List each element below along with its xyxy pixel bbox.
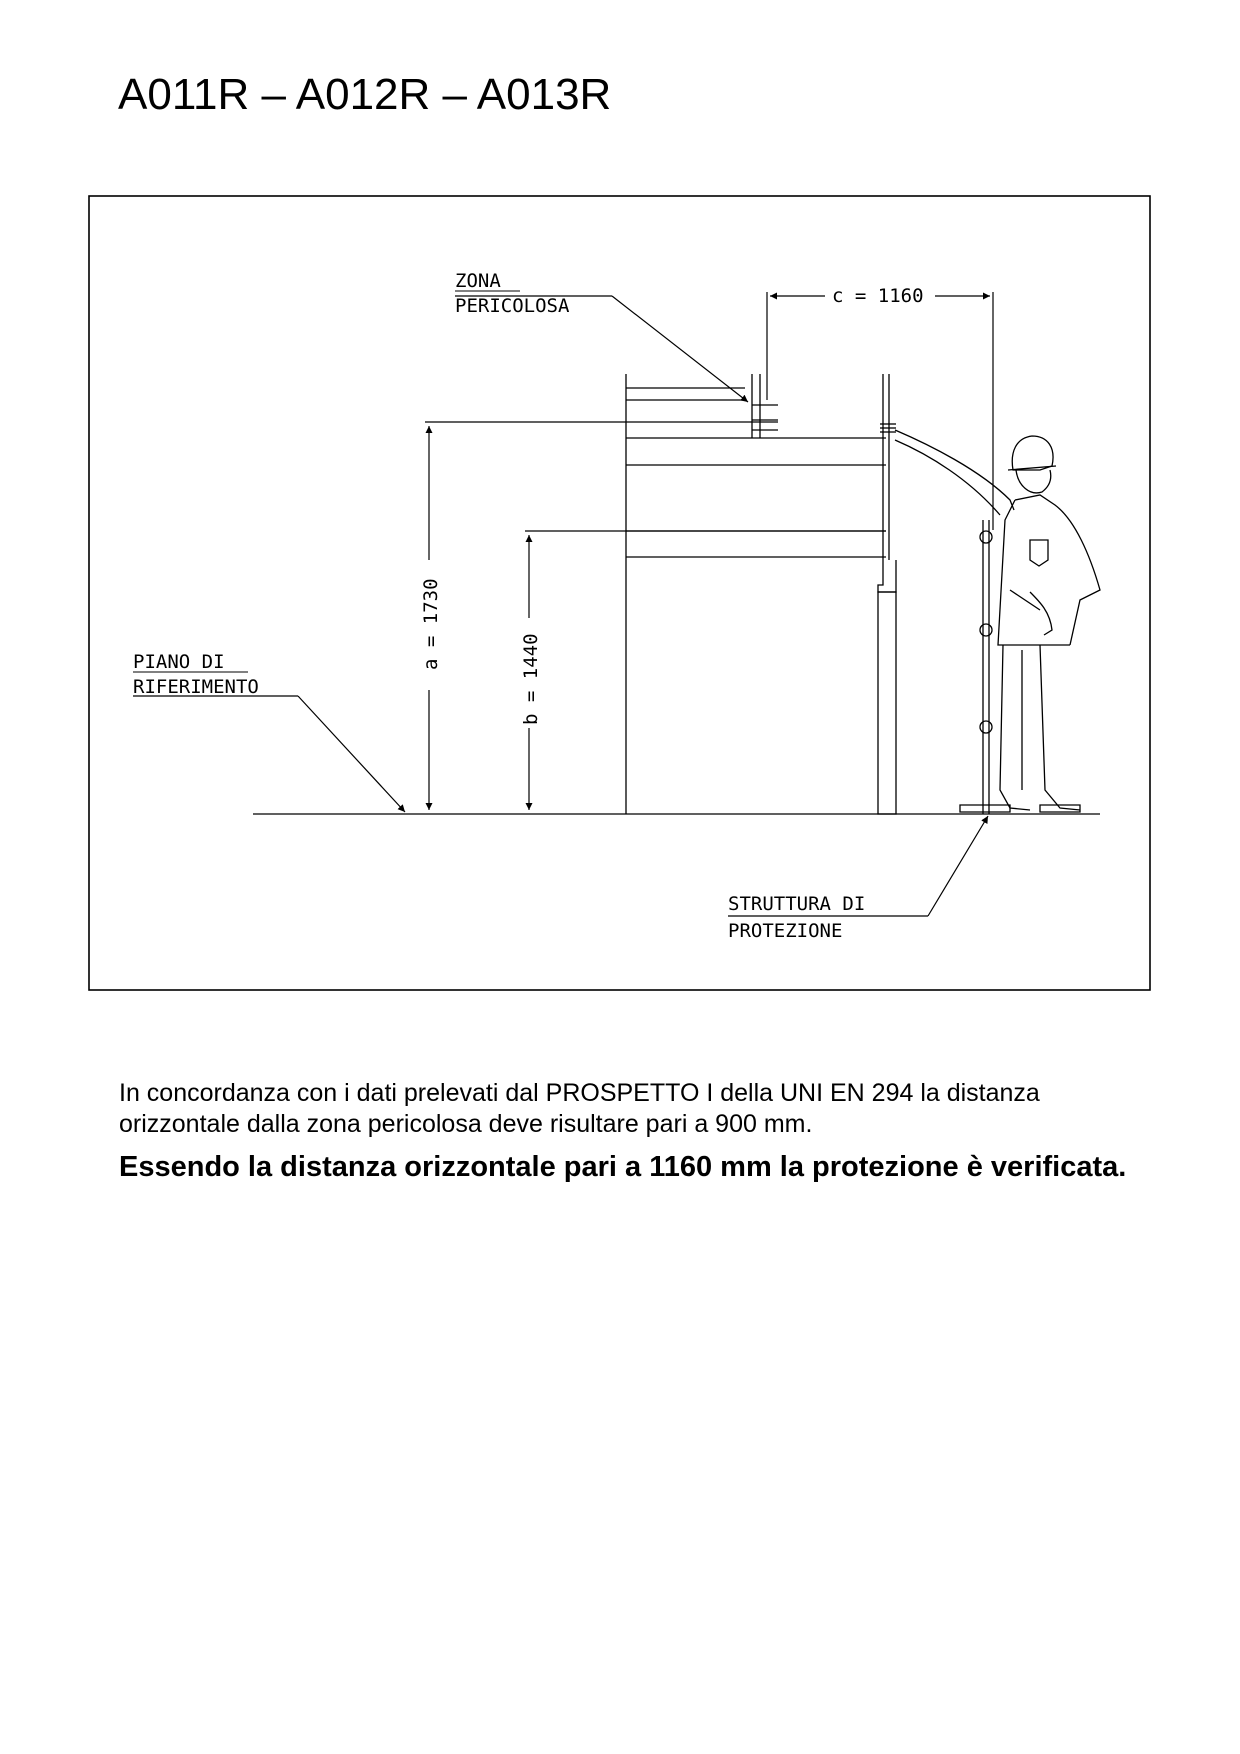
dimension-b xyxy=(525,531,886,810)
dimension-b-label: b = 1440 xyxy=(520,633,542,725)
body-paragraph: In concordanza con i dati prelevati dal PROSPETTO I della UNI EN 294 la distanza orizzontale dalla zona pericolosa deve risultare pari a 900 mm. xyxy=(119,1079,1040,1138)
label-piano: PIANO DI xyxy=(133,651,225,673)
worker-figure xyxy=(895,430,1100,812)
leader-piano-riferimento xyxy=(133,696,405,812)
label-protezione: PROTEZIONE xyxy=(728,920,843,942)
dimension-c xyxy=(767,292,993,530)
label-riferimento: RIFERIMENTO xyxy=(133,676,259,698)
machine-structure xyxy=(626,374,896,814)
label-struttura: STRUTTURA DI xyxy=(728,893,866,915)
label-zona: ZONA xyxy=(455,270,501,292)
dimension-a xyxy=(425,422,778,810)
dimension-c-label: c = 1160 xyxy=(832,285,924,307)
drawing-frame xyxy=(89,196,1150,990)
conclusion-text: Essendo la distanza orizzontale pari a 1160 mm la protezione è verificata. xyxy=(119,1151,1127,1183)
dimension-a-label: a = 1730 xyxy=(420,578,442,670)
page-title: A011R – A012R – A013R xyxy=(118,70,612,119)
label-pericolosa: PERICOLOSA xyxy=(455,295,570,317)
protection-post xyxy=(980,520,992,814)
